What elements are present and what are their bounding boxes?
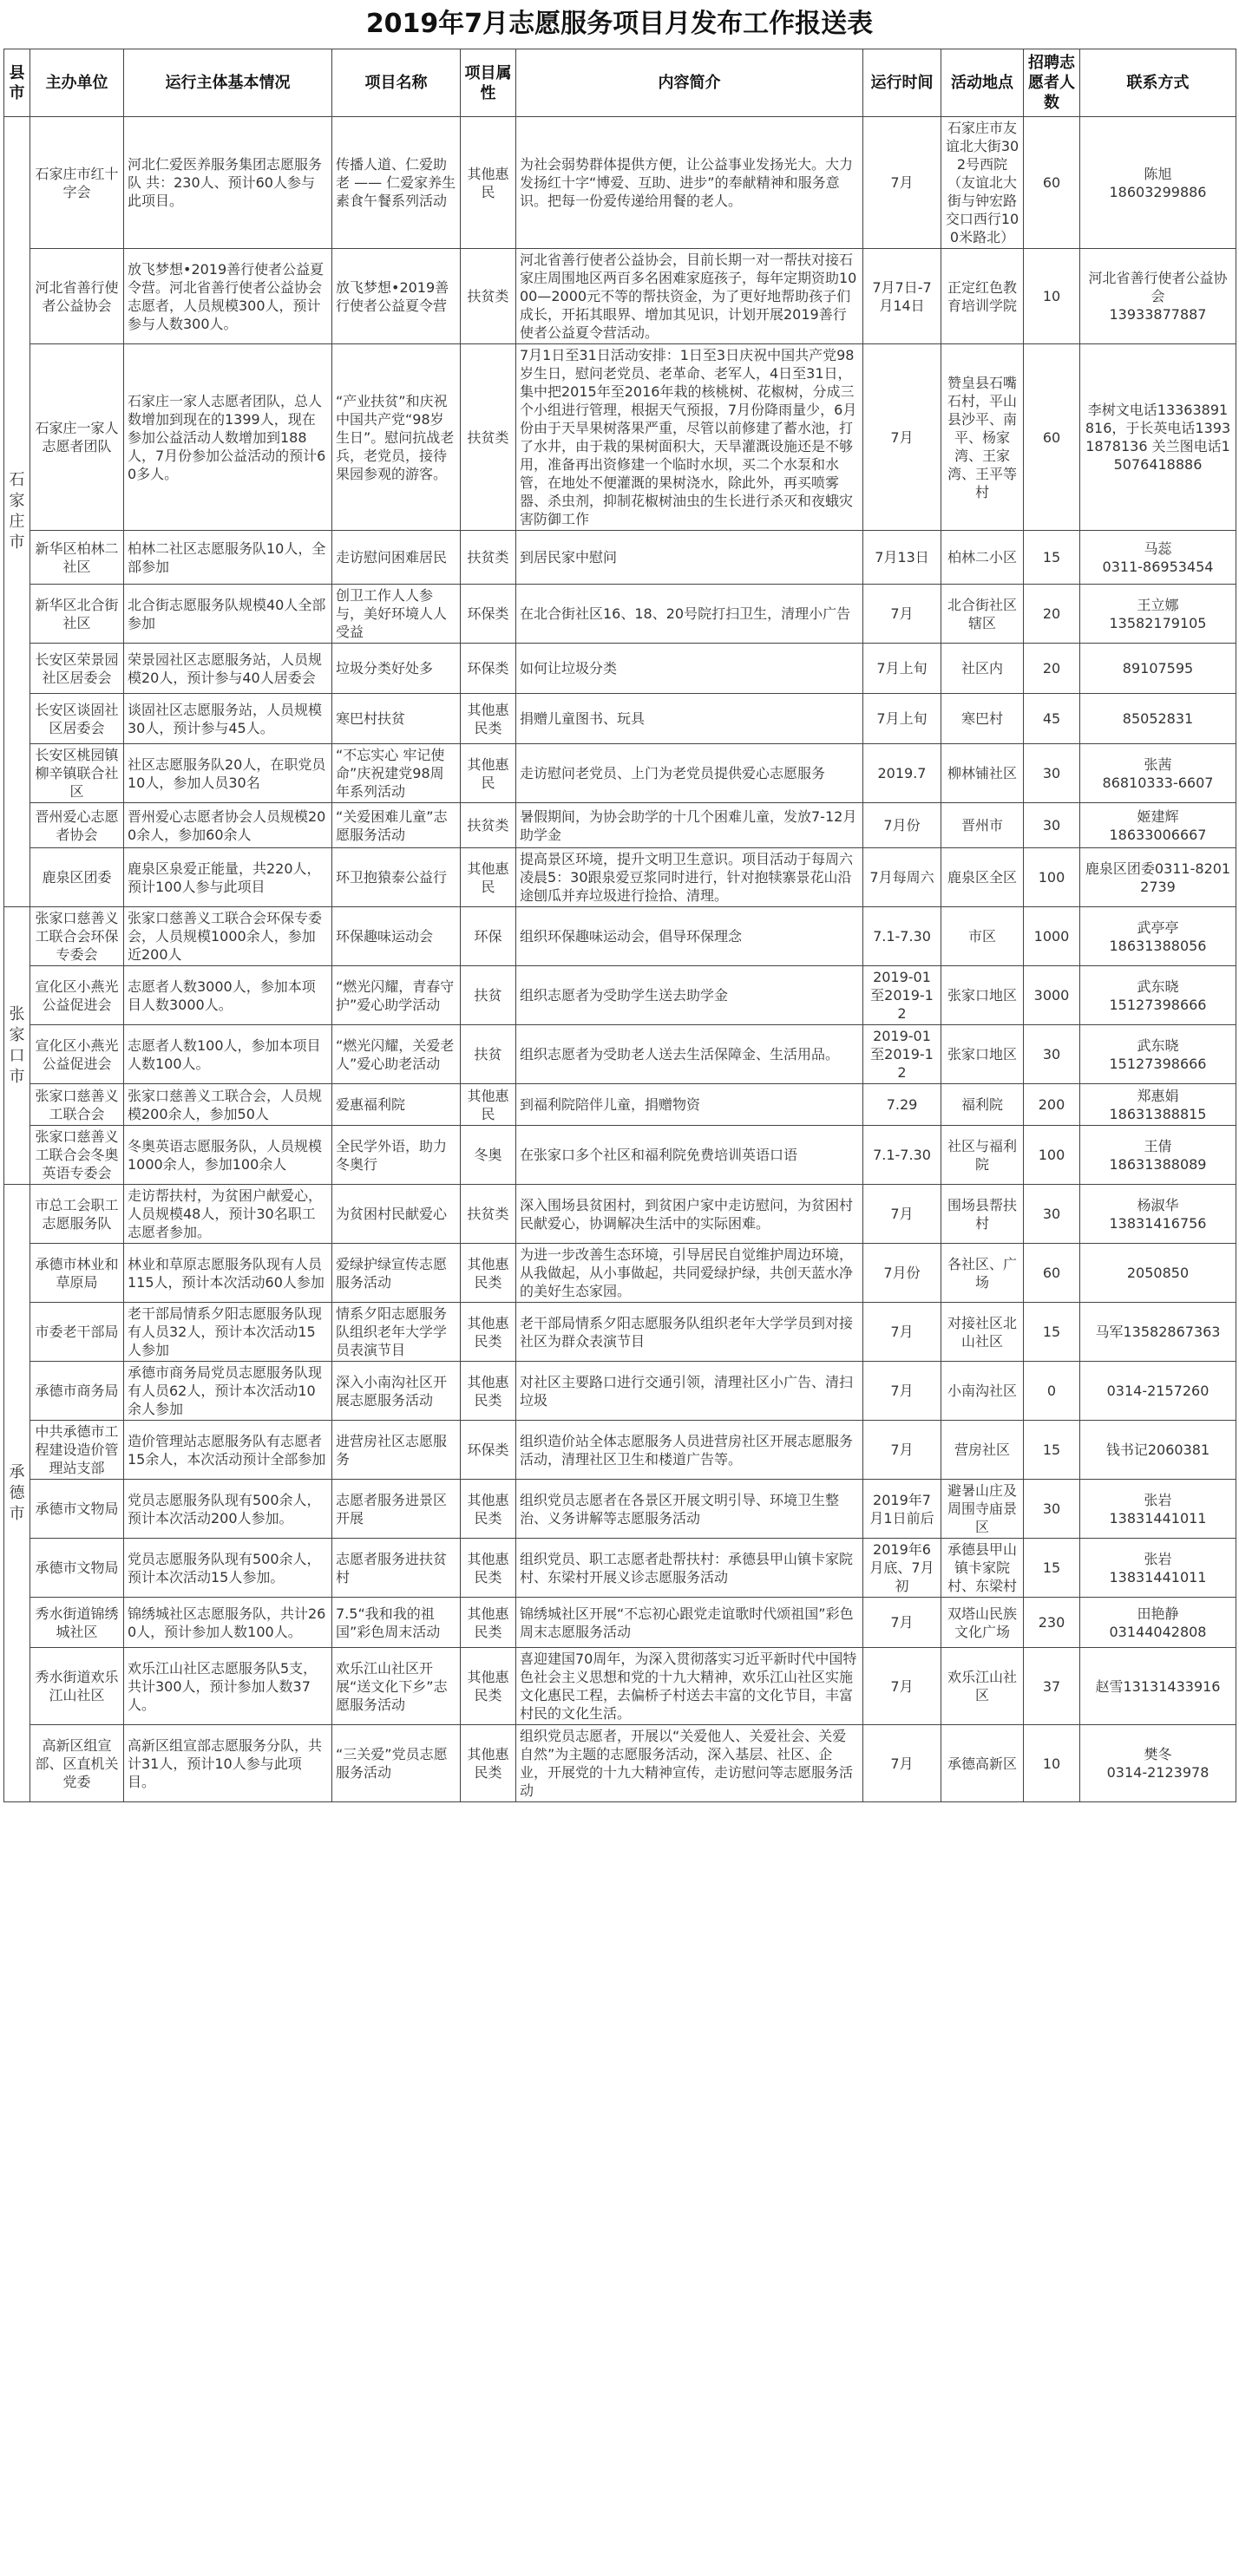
description-cell: 河北省善行使者公益协会，目前长期一对一帮扶对接石家庄周围地区两百多名困难家庭孩子，每年定期资助1000—2000元不等的帮扶资金，为了更好地帮助孩子们成长，开拓其眼界、增加其见识，计划开展2019善行使者公益夏令营活动。 (516, 249, 863, 344)
location-cell: 晋州市 (941, 803, 1024, 848)
page-title: 2019年7月志愿服务项目月发布工作报送表 (365, 9, 874, 39)
operator-cell: 柏林二社区志愿服务队10人，全部参加 (124, 531, 332, 585)
header-row (4, 49, 1236, 117)
description-cell: 走访慰问老党员、上门为老党员提供爱心志愿服务 (516, 744, 863, 803)
city-cell: 石家庄市 (4, 117, 30, 907)
time-cell: 7月 (863, 1598, 941, 1648)
table-row (4, 1126, 1236, 1185)
recruit-cell: 1000 (1024, 907, 1080, 966)
operator-cell: 张家口慈善义工联合会环保专委会，人员规模1000余人，参加近200人 (124, 907, 332, 966)
location-cell: 张家口地区 (941, 1025, 1024, 1084)
project-name-cell: 环保趣味运动会 (332, 907, 461, 966)
table-row (4, 344, 1236, 531)
organizer-cell: 新华区北合街社区 (30, 585, 124, 644)
project-name-cell: 走访慰问困难居民 (332, 531, 461, 585)
table-row (4, 1084, 1236, 1126)
operator-cell: 欢乐江山社区志愿服务队5支，共计300人，预计参加人数37人。 (124, 1648, 332, 1725)
location-cell: 避暑山庄及周围寺庙景区 (941, 1480, 1024, 1539)
city-cell: 承德市 (4, 1185, 30, 1802)
location-cell: 营房社区 (941, 1421, 1024, 1480)
operator-cell: 党员志愿服务队现有500余人，预计本次活动15人参加。 (124, 1539, 332, 1598)
col-header-county: 县市 (4, 49, 30, 117)
location-cell: 福利院 (941, 1084, 1024, 1126)
contact-cell: 樊冬 0314-2123978 (1080, 1725, 1236, 1802)
description-cell: 组织党员、职工志愿者赴帮扶村：承德县甲山镇卡家院村、东梁村开展义诊志愿服务活动 (516, 1539, 863, 1598)
category-cell: 扶贫 (461, 1025, 516, 1084)
time-cell: 7月 (863, 1421, 941, 1480)
time-cell: 7月每周六 (863, 848, 941, 907)
contact-cell: 2050850 (1080, 1244, 1236, 1303)
table-row (4, 966, 1236, 1025)
recruit-cell: 230 (1024, 1598, 1080, 1648)
recruit-cell: 30 (1024, 1025, 1080, 1084)
location-cell: 小南沟社区 (941, 1362, 1024, 1421)
organizer-cell: 张家口慈善义工联合会冬奥英语专委会 (30, 1126, 124, 1185)
table-row (4, 1480, 1236, 1539)
table-row (4, 1598, 1236, 1648)
col-header-project-name: 项目名称 (332, 49, 461, 117)
organizer-cell: 宣化区小燕光公益促进会 (30, 966, 124, 1025)
location-cell: 双塔山民族文化广场 (941, 1598, 1024, 1648)
recruit-cell: 10 (1024, 249, 1080, 344)
recruit-cell: 30 (1024, 1480, 1080, 1539)
time-cell: 2019-01至2019-12 (863, 1025, 941, 1084)
operator-cell: 老干部局情系夕阳志愿服务队现有人员32人，预计本次活动15人参加 (124, 1303, 332, 1362)
description-cell: 组织党员志愿者，开展以“关爱他人、关爱社会、关爱自然”为主题的志愿服务活动，深入基层、社区、企业，开展党的十九大精神宣传，走访慰问等志愿服务活动 (516, 1725, 863, 1802)
recruit-cell: 200 (1024, 1084, 1080, 1126)
category-cell: 扶贫类 (461, 249, 516, 344)
time-cell: 2019.7 (863, 744, 941, 803)
project-name-cell: 传播人道、仁爱助老 —— 仁爱家养生素食午餐系列活动 (332, 117, 461, 249)
col-header-recruit: 招聘志愿者人数 (1024, 49, 1080, 117)
project-name-cell: 环卫抱猿泰公益行 (332, 848, 461, 907)
time-cell: 7月份 (863, 803, 941, 848)
contact-cell: 张茜 86810333-6607 (1080, 744, 1236, 803)
organizer-cell: 张家口慈善义工联合会 (30, 1084, 124, 1126)
recruit-cell: 20 (1024, 585, 1080, 644)
recruit-cell: 15 (1024, 531, 1080, 585)
table-row (4, 848, 1236, 907)
contact-cell: 河北省善行使者公益协会 13933877887 (1080, 249, 1236, 344)
operator-cell: 鹿泉区泉爱正能量，共220人，预计100人参与此项目 (124, 848, 332, 907)
recruit-cell: 37 (1024, 1648, 1080, 1725)
description-cell: 老干部局情系夕阳志愿服务队组织老年大学学员到对接社区为群众表演节目 (516, 1303, 863, 1362)
category-cell: 扶贫 (461, 966, 516, 1025)
location-cell: 围场县帮扶村 (941, 1185, 1024, 1244)
description-cell: 组织志愿者为受助老人送去生活保障金、生活用品。 (516, 1025, 863, 1084)
recruit-cell: 30 (1024, 1185, 1080, 1244)
recruit-cell: 45 (1024, 694, 1080, 744)
location-cell: 对接社区北山社区 (941, 1303, 1024, 1362)
operator-cell: 放飞梦想•2019善行使者公益夏令营。河北省善行使者公益协会志愿者，人员规模300人，预计参与人数300人。 (124, 249, 332, 344)
table-row (4, 744, 1236, 803)
organizer-cell: 长安区谈固社区居委会 (30, 694, 124, 744)
organizer-cell: 高新区组宣部、区直机关党委 (30, 1725, 124, 1802)
project-name-cell: 志愿者服务进扶贫村 (332, 1539, 461, 1598)
location-cell: 柳林铺社区 (941, 744, 1024, 803)
project-name-cell: “燃光闪耀，青春守护”爱心助学活动 (332, 966, 461, 1025)
recruit-cell: 100 (1024, 1126, 1080, 1185)
location-cell: 鹿泉区全区 (941, 848, 1024, 907)
category-cell: 其他惠民类 (461, 1725, 516, 1802)
location-cell: 社区内 (941, 644, 1024, 694)
operator-cell: 林业和草原志愿服务队现有人员115人，预计本次活动60人参加 (124, 1244, 332, 1303)
organizer-cell: 承德市商务局 (30, 1362, 124, 1421)
contact-cell: 陈旭 18603299886 (1080, 117, 1236, 249)
table-row (4, 1025, 1236, 1084)
description-cell: 在张家口多个社区和福利院免费培训英语口语 (516, 1126, 863, 1185)
table-body (4, 117, 1236, 1802)
recruit-cell: 30 (1024, 803, 1080, 848)
recruit-cell: 15 (1024, 1539, 1080, 1598)
time-cell: 7.1-7.30 (863, 1126, 941, 1185)
contact-cell: 李树文电话13363891816，于长英电话13931878136 关兰图电话15076418886 (1080, 344, 1236, 531)
contact-cell: 王倩 18631388089 (1080, 1126, 1236, 1185)
project-name-cell: “产业扶贫”和庆祝中国共产党“98岁生日”。慰问抗战老兵，老党员，接待果园参观的游客。 (332, 344, 461, 531)
time-cell: 7月7日-7月14日 (863, 249, 941, 344)
category-cell: 其他惠民类 (461, 1539, 516, 1598)
location-cell: 石家庄市友谊北大街302号西院（友谊北大街与钟宏路交口西行100米路北） (941, 117, 1024, 249)
description-cell: 组织志愿者为受助学生送去助学金 (516, 966, 863, 1025)
time-cell: 7月13日 (863, 531, 941, 585)
table-row (4, 1648, 1236, 1725)
category-cell: 其他惠民类 (461, 1362, 516, 1421)
contact-cell: 0314-2157260 (1080, 1362, 1236, 1421)
table-row (4, 1421, 1236, 1480)
recruit-cell: 100 (1024, 848, 1080, 907)
description-cell: 喜迎建国70周年，为深入贯彻落实习近平新时代中国特色社会主义思想和党的十九大精神，欢乐江山社区实施文化惠民工程，去偏桥子村送去丰富的文化节目，丰富村民的文化生活。 (516, 1648, 863, 1725)
organizer-cell: 长安区桃园镇柳辛镇联合社区 (30, 744, 124, 803)
organizer-cell: 张家口慈善义工联合会环保专委会 (30, 907, 124, 966)
category-cell: 环保类 (461, 644, 516, 694)
contact-cell: 杨淑华 13831416756 (1080, 1185, 1236, 1244)
organizer-cell: 承德市林业和草原局 (30, 1244, 124, 1303)
col-header-location: 活动地点 (941, 49, 1024, 117)
table-row (4, 585, 1236, 644)
project-name-cell: 垃圾分类好处多 (332, 644, 461, 694)
organizer-cell: 河北省善行使者公益协会 (30, 249, 124, 344)
description-cell: 为社会弱势群体提供方便，让公益事业发扬光大。大力发扬红十字“博爱、互助、进步”的奉献精神和服务意识。把每一份爱传递给用餐的老人。 (516, 117, 863, 249)
time-cell: 2019年7月1日前后 (863, 1480, 941, 1539)
location-cell: 寒巴村 (941, 694, 1024, 744)
operator-cell: 谈固社区志愿服务站，人员规模30人，预计参与45人。 (124, 694, 332, 744)
project-name-cell: 欢乐江山社区开展“送文化下乡”志愿服务活动 (332, 1648, 461, 1725)
organizer-cell: 宣化区小燕光公益促进会 (30, 1025, 124, 1084)
project-name-cell: 7.5“我和我的祖国”彩色周末活动 (332, 1598, 461, 1648)
description-cell: 组织造价站全体志愿服务人员进营房社区开展志愿服务活动，清理社区卫生和楼道广告等。 (516, 1421, 863, 1480)
organizer-cell: 鹿泉区团委 (30, 848, 124, 907)
organizer-cell: 石家庄市红十字会 (30, 117, 124, 249)
table-row (4, 117, 1236, 249)
col-header-category: 项目属性 (461, 49, 516, 117)
project-name-cell: 放飞梦想•2019善行使者公益夏令营 (332, 249, 461, 344)
organizer-cell: 市委老干部局 (30, 1303, 124, 1362)
time-cell: 7月份 (863, 1244, 941, 1303)
location-cell: 柏林二小区 (941, 531, 1024, 585)
organizer-cell: 秀水街道锦绣城社区 (30, 1598, 124, 1648)
description-cell: 暑假期间，为协会助学的十几个困难儿童，发放7-12月助学金 (516, 803, 863, 848)
recruit-cell: 3000 (1024, 966, 1080, 1025)
recruit-cell: 10 (1024, 1725, 1080, 1802)
project-name-cell: 深入小南沟社区开展志愿服务活动 (332, 1362, 461, 1421)
recruit-cell: 60 (1024, 1244, 1080, 1303)
table-row (4, 907, 1236, 966)
project-name-cell: 进营房社区志愿服务 (332, 1421, 461, 1480)
location-cell: 欢乐江山社区 (941, 1648, 1024, 1725)
col-header-description: 内容简介 (516, 49, 863, 117)
contact-cell: 武东晓 15127398666 (1080, 1025, 1236, 1084)
contact-cell: 武亭亭 18631388056 (1080, 907, 1236, 966)
project-name-cell: 创卫工作人人参与，美好环境人人受益 (332, 585, 461, 644)
col-header-operator: 运行主体基本情况 (124, 49, 332, 117)
contact-cell: 马蕊 0311-86953454 (1080, 531, 1236, 585)
operator-cell: 锦绣城社区志愿服务队，共计260人，预计参加人数100人。 (124, 1598, 332, 1648)
city-cell: 张家口市 (4, 907, 30, 1185)
table-row (4, 249, 1236, 344)
contact-cell: 张岩 13831441011 (1080, 1480, 1236, 1539)
description-cell: 对社区主要路口进行交通引领，清理社区小广告、清扫垃圾 (516, 1362, 863, 1421)
location-cell: 社区与福利院 (941, 1126, 1024, 1185)
table-row (4, 1539, 1236, 1598)
time-cell: 7月 (863, 117, 941, 249)
contact-cell: 鹿泉区团委0311-82012739 (1080, 848, 1236, 907)
operator-cell: 志愿者人数3000人，参加本项目人数3000人。 (124, 966, 332, 1025)
category-cell: 环保类 (461, 1421, 516, 1480)
time-cell: 7月 (863, 1648, 941, 1725)
category-cell: 其他惠民类 (461, 694, 516, 744)
contact-cell: 赵雪13131433916 (1080, 1648, 1236, 1725)
location-cell: 承德高新区 (941, 1725, 1024, 1802)
time-cell: 7月 (863, 1362, 941, 1421)
contact-cell: 武东晓 15127398666 (1080, 966, 1236, 1025)
operator-cell: 冬奥英语志愿服务队，人员规模1000余人，参加100余人 (124, 1126, 332, 1185)
table-row (4, 1362, 1236, 1421)
category-cell: 其他惠民 (461, 744, 516, 803)
contact-cell: 89107595 (1080, 644, 1236, 694)
project-name-cell: 寒巴村扶贫 (332, 694, 461, 744)
table-row (4, 644, 1236, 694)
description-cell: 锦绣城社区开展“不忘初心跟党走谊歌时代颂祖国”彩色周末志愿服务活动 (516, 1598, 863, 1648)
operator-cell: 走访帮扶村，为贫困户献爱心，人员规模48人，预计30名职工志愿者参加。 (124, 1185, 332, 1244)
project-name-cell: “三关爱”党员志愿服务活动 (332, 1725, 461, 1802)
col-header-time: 运行时间 (863, 49, 941, 117)
category-cell: 其他惠民 (461, 117, 516, 249)
organizer-cell: 石家庄一家人志愿者团队 (30, 344, 124, 531)
contact-cell: 张岩 13831441011 (1080, 1539, 1236, 1598)
project-name-cell: “不忘实心 牢记使命”庆祝建党98周年系列活动 (332, 744, 461, 803)
category-cell: 其他惠民类 (461, 1598, 516, 1648)
project-name-cell: 爱惠福利院 (332, 1084, 461, 1126)
time-cell: 2019-01至2019-12 (863, 966, 941, 1025)
project-name-cell: 为贫困村民献爱心 (332, 1185, 461, 1244)
table-row (4, 1244, 1236, 1303)
table-row (4, 803, 1236, 848)
description-cell: 在北合街社区16、18、20号院打扫卫生，清理小广告 (516, 585, 863, 644)
contact-cell: 郑惠娟 18631388815 (1080, 1084, 1236, 1126)
time-cell: 7月 (863, 1725, 941, 1802)
location-cell: 张家口地区 (941, 966, 1024, 1025)
category-cell: 扶贫类 (461, 344, 516, 531)
col-header-contact: 联系方式 (1080, 49, 1236, 117)
recruit-cell: 20 (1024, 644, 1080, 694)
col-header-organizer: 主办单位 (30, 49, 124, 117)
table-row (4, 694, 1236, 744)
time-cell: 7.29 (863, 1084, 941, 1126)
operator-cell: 社区志愿服务队20人，在职党员10人，参加人员30名 (124, 744, 332, 803)
project-name-cell: “关爱困难儿童”志愿服务活动 (332, 803, 461, 848)
category-cell: 其他惠民类 (461, 1480, 516, 1539)
operator-cell: 高新区组宣部志愿服务分队，共计31人，预计10人参与此项目。 (124, 1725, 332, 1802)
organizer-cell: 新华区柏林二社区 (30, 531, 124, 585)
project-name-cell: 情系夕阳志愿服务队组织老年大学学员表演节目 (332, 1303, 461, 1362)
description-cell: 到福利院陪伴儿童，捐赠物资 (516, 1084, 863, 1126)
recruit-cell: 0 (1024, 1362, 1080, 1421)
category-cell: 其他惠民 (461, 1084, 516, 1126)
recruit-cell: 15 (1024, 1303, 1080, 1362)
location-cell: 市区 (941, 907, 1024, 966)
organizer-cell: 秀水街道欢乐江山社区 (30, 1648, 124, 1725)
organizer-cell: 承德市文物局 (30, 1539, 124, 1598)
time-cell: 7月上旬 (863, 644, 941, 694)
description-cell: 深入围场县贫困村，到贫困户家中走访慰问，为贫困村民献爱心，协调解决生活中的实际困难。 (516, 1185, 863, 1244)
operator-cell: 石家庄一家人志愿者团队，总人数增加到现在的1399人，现在参加公益活动人数增加到188人，7月份参加公益活动的预计60多人。 (124, 344, 332, 531)
operator-cell: 张家口慈善义工联合会，人员规模200余人，参加50人 (124, 1084, 332, 1126)
location-cell: 各社区、广场 (941, 1244, 1024, 1303)
category-cell: 冬奥 (461, 1126, 516, 1185)
description-cell: 捐赠儿童图书、玩具 (516, 694, 863, 744)
description-cell: 组织党员志愿者在各景区开展文明引导、环境卫生整治、义务讲解等志愿服务活动 (516, 1480, 863, 1539)
project-table (3, 49, 1236, 1802)
category-cell: 扶贫类 (461, 803, 516, 848)
contact-cell: 姬建辉 18633006667 (1080, 803, 1236, 848)
time-cell: 2019年6月底、7月初 (863, 1539, 941, 1598)
project-name-cell: “燃光闪耀，关爱老人”爱心助老活动 (332, 1025, 461, 1084)
recruit-cell: 15 (1024, 1421, 1080, 1480)
organizer-cell: 承德市文物局 (30, 1480, 124, 1539)
description-cell: 提高景区环境，提升文明卫生意识。项目活动于每周六凌晨5：30跟泉爱豆浆同时进行，针对抱犊寨景花山沿途刨瓜并弃垃圾进行捡拾、清理。 (516, 848, 863, 907)
organizer-cell: 市总工会职工志愿服务队 (30, 1185, 124, 1244)
recruit-cell: 60 (1024, 344, 1080, 531)
contact-cell: 王立娜 13582179105 (1080, 585, 1236, 644)
time-cell: 7.1-7.30 (863, 907, 941, 966)
category-cell: 其他惠民 (461, 848, 516, 907)
description-cell: 为进一步改善生态环境，引导居民自觉维护周边环境，从我做起，从小事做起，共同爱绿护绿，共创天蓝水净的美好生态家园。 (516, 1244, 863, 1303)
time-cell: 7月 (863, 1185, 941, 1244)
organizer-cell: 晋州爱心志愿者协会 (30, 803, 124, 848)
category-cell: 其他惠民类 (461, 1244, 516, 1303)
operator-cell: 承德市商务局党员志愿服务队现有人员62人，预计本次活动10余人参加 (124, 1362, 332, 1421)
organizer-cell: 中共承德市工程建设造价管理站支部 (30, 1421, 124, 1480)
contact-cell: 马军13582867363 (1080, 1303, 1236, 1362)
time-cell: 7月 (863, 344, 941, 531)
project-name-cell: 全民学外语，助力冬奥行 (332, 1126, 461, 1185)
location-cell: 承德县甲山镇卡家院村、东梁村 (941, 1539, 1024, 1598)
category-cell: 环保 (461, 907, 516, 966)
contact-cell: 田艳静 03144042808 (1080, 1598, 1236, 1648)
location-cell: 北合街社区辖区 (941, 585, 1024, 644)
category-cell: 其他惠民类 (461, 1303, 516, 1362)
operator-cell: 党员志愿服务队现有500余人，预计本次活动200人参加。 (124, 1480, 332, 1539)
table-row (4, 1303, 1236, 1362)
location-cell: 正定红色教育培训学院 (941, 249, 1024, 344)
time-cell: 7月上旬 (863, 694, 941, 744)
category-cell: 扶贫类 (461, 531, 516, 585)
recruit-cell: 60 (1024, 117, 1080, 249)
table-row (4, 1185, 1236, 1244)
operator-cell: 造价管理站志愿服务队有志愿者15余人，本次活动预计全部参加 (124, 1421, 332, 1480)
description-cell: 到居民家中慰问 (516, 531, 863, 585)
operator-cell: 荣景园社区志愿服务站，人员规模20人，预计参与40人居委会 (124, 644, 332, 694)
time-cell: 7月 (863, 1303, 941, 1362)
project-name-cell: 志愿者服务进景区开展 (332, 1480, 461, 1539)
time-cell: 7月 (863, 585, 941, 644)
table-row (4, 531, 1236, 585)
recruit-cell: 30 (1024, 744, 1080, 803)
description-cell: 如何让垃圾分类 (516, 644, 863, 694)
contact-cell: 85052831 (1080, 694, 1236, 744)
location-cell: 赞皇县石嘴石村，平山县沙平、南平、杨家湾、王家湾、王平等村 (941, 344, 1024, 531)
category-cell: 扶贫类 (461, 1185, 516, 1244)
contact-cell: 钱书记2060381 (1080, 1421, 1236, 1480)
operator-cell: 北合街志愿服务队规模40人全部参加 (124, 585, 332, 644)
operator-cell: 志愿者人数100人，参加本项目人数100人。 (124, 1025, 332, 1084)
description-cell: 组织环保趣味运动会，倡导环保理念 (516, 907, 863, 966)
description-cell: 7月1日至31日活动安排：1日至3日庆祝中国共产党98岁生日，慰问老党员、老革命、老军人，4日至31日，集中把2015年至2016年栽的核桃树、花椒树，分成三个小组进行管理，根据天气预报，7月份降雨量少，6月份由于天旱果树落果严重，尽管以前修建了蓄水池，打了水井，由于栽的果树面积大，天旱灌溉设施还是不够用，准备再出资修建一个临时水坝，买二个水泵和水管，在地处不便灌溉的果树浇水，除此外，再买喷雾器、杀虫剂，抑制花椒树油虫的生长进行杀灭和夜蛾灾害防御工作 (516, 344, 863, 531)
project-name-cell: 爱绿护绿宣传志愿服务活动 (332, 1244, 461, 1303)
category-cell: 其他惠民类 (461, 1648, 516, 1725)
table-row (4, 1725, 1236, 1802)
organizer-cell: 长安区荣景园社区居委会 (30, 644, 124, 694)
category-cell: 环保类 (461, 585, 516, 644)
operator-cell: 晋州爱心志愿者协会人员规模200余人，参加60余人 (124, 803, 332, 848)
operator-cell: 河北仁爱医养服务集团志愿服务队 共：230人、预计60人参与此项目。 (124, 117, 332, 249)
